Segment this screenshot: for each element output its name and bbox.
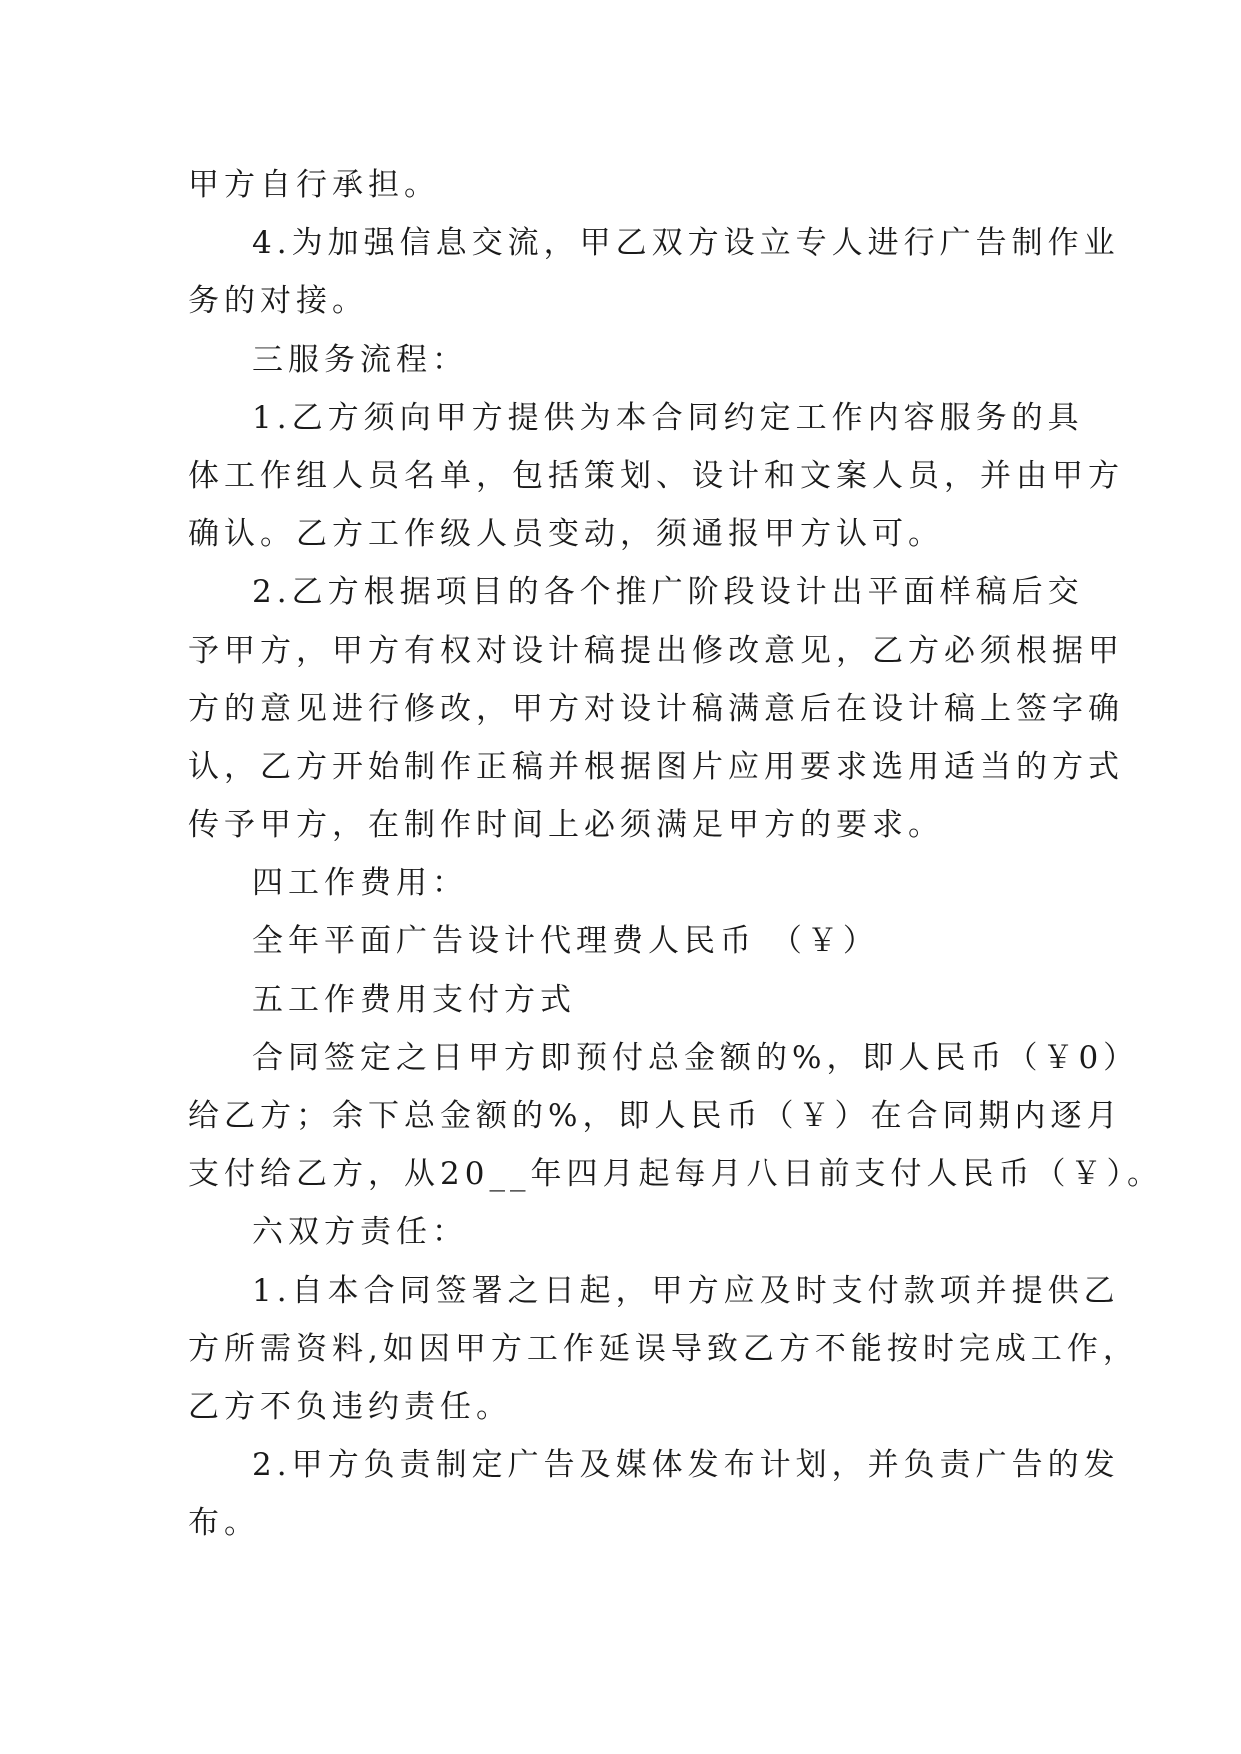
text-line: 务的对接。 [188, 283, 368, 320]
text-line: 方所需资料,如因甲方工作延误导致乙方不能按时完成工作， [188, 1330, 1139, 1367]
text-line: 传予甲方，在制作时间上必须满足甲方的要求。 [188, 807, 944, 844]
text-line: 认，乙方开始制作正稿并根据图片应用要求选用适当的方式 [188, 748, 1124, 785]
text-line: 确认。乙方工作级人员变动，须通报甲方认可。 [188, 516, 944, 553]
text-line: 方的意见进行修改，甲方对设计稿满意后在设计稿上签字确 [188, 690, 1124, 727]
text-line: 1.自本合同签署之日起，甲方应及时支付款项并提供乙 [252, 1272, 1120, 1309]
text-line: 乙方不负违约责任。 [188, 1388, 512, 1425]
contract-text-body [188, 156, 1163, 1553]
section-heading: 五工作费用支付方式 [252, 981, 576, 1018]
text-line: 全年平面广告设计代理费人民币 （￥） [252, 923, 879, 960]
text-line: 合同签定之日甲方即预付总金额的%，即人民币（￥0） [252, 1039, 1140, 1076]
text-line: 布。 [188, 1505, 260, 1542]
text-line: 体工作组人员名单，包括策划、设计和文案人员，并由甲方 [188, 457, 1124, 494]
text-line: 予甲方，甲方有权对设计稿提出修改意见，乙方必须根据甲 [188, 632, 1124, 669]
text-line: 1.乙方须向甲方提供为本合同约定工作内容服务的具 [252, 399, 1084, 436]
text-line: 2.乙方根据项目的各个推广阶段设计出平面样稿后交 [252, 574, 1084, 611]
text-line: 给乙方；余下总金额的%，即人民币（￥）在合同期内逐月 [188, 1098, 1123, 1134]
section-heading: 四工作费用： [252, 865, 468, 902]
text-line: 甲方自行承担。 [188, 167, 440, 203]
text-line: 2.甲方负责制定广告及媒体发布计划，并负责广告的发 [252, 1447, 1120, 1484]
text-line: 支付给乙方，从20__年四月起每月八日前支付人民币（￥）。 [188, 1156, 1163, 1193]
section-heading: 三服务流程： [252, 341, 468, 378]
section-heading: 六双方责任： [252, 1214, 468, 1251]
text-line: 4.为加强信息交流，甲乙双方设立专人进行广告制作业 [252, 225, 1120, 262]
